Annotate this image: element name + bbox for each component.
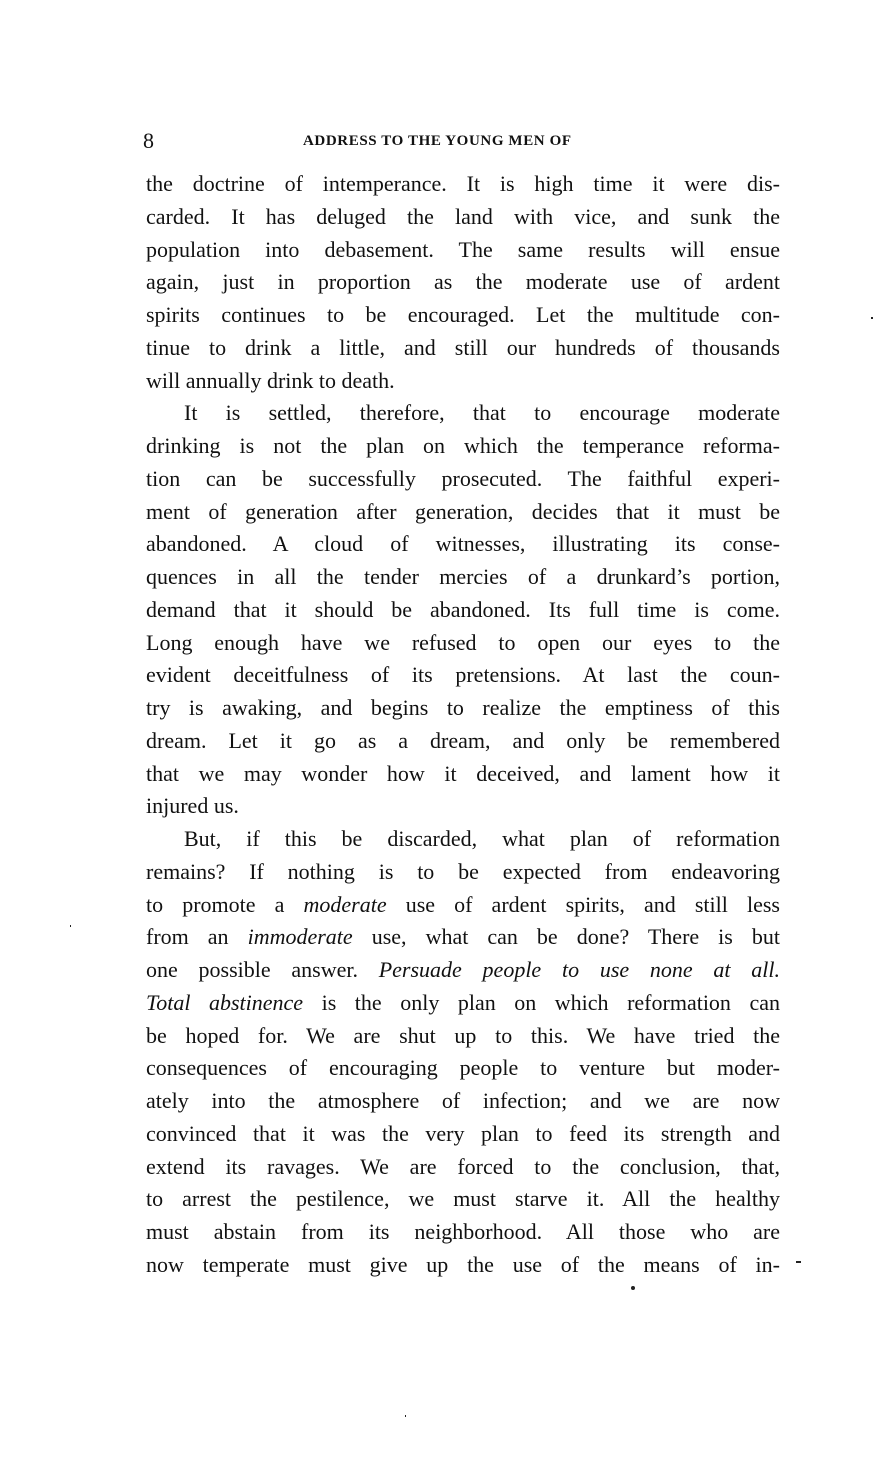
- text-line: to arrest the pestilence, we must starve it. All the healthy: [146, 1186, 780, 1212]
- text-line: Long enough have we refused to open our eyes to the: [146, 629, 780, 655]
- text-line: remains? If nothing is to be expected from endeavoring: [146, 858, 780, 884]
- text-line: [146, 921, 780, 954]
- running-head-title: ADDRESS TO THE YOUNG MEN OF: [303, 133, 572, 149]
- paragraph-start-line: But, if this be discarded, what plan of reformation: [184, 826, 780, 851]
- text-line: carded. It has deluged the land with vice, and sunk the: [146, 203, 780, 229]
- text-line: extend its ravages. We are forced to the conclusion, that,: [146, 1153, 780, 1179]
- body-text: [146, 168, 780, 1282]
- text-run: use of ardent spirits, and still less: [386, 891, 780, 917]
- text-line: demand that it should be abandoned. Its full time is come.: [146, 596, 780, 622]
- scan-speck: [796, 1261, 801, 1263]
- text-line: consequences of encouraging people to venture but moder-: [146, 1055, 780, 1081]
- text-line: ment of generation after generation, decides that it must be: [146, 498, 780, 524]
- italic-emphasis: Persuade people to use none at all.: [378, 957, 780, 982]
- text-line: must abstain from its neighborhood. All those who are: [146, 1219, 780, 1244]
- text-line: tion can be successfully prosecuted. The faithful experi-: [146, 465, 780, 491]
- text-line: abandoned. A cloud of witnesses, illustrating its conse-: [146, 531, 780, 557]
- page-number: 8: [143, 128, 154, 153]
- text-line: [146, 954, 780, 987]
- text-line: [146, 987, 780, 1020]
- text-line: quences in all the tender mercies of a drunkard’s portion,: [146, 564, 780, 589]
- text-line: now temperate must give up the use of the means of in-: [146, 1251, 780, 1277]
- text-line: again, just in proportion as the moderate use of ardent: [146, 269, 780, 295]
- scan-speck: [871, 317, 873, 319]
- text-line: ately into the atmosphere of infection; and we are now: [146, 1088, 780, 1113]
- text-line: try is awaking, and begins to realize the emptiness of this: [146, 695, 780, 720]
- text-run: use, what can be done? There is but: [352, 924, 780, 950]
- text-line: injured us.: [146, 793, 239, 819]
- text-line: [146, 889, 780, 922]
- text-line: be hoped for. We are shut up to this. We have tried the: [146, 1022, 780, 1048]
- text-line: convinced that it was the very plan to feed its strength and: [146, 1120, 780, 1146]
- text-line: spirits continues to be encouraged. Let the multitude con-: [146, 302, 780, 327]
- text-line: evident deceitfulness of its pretensions. At last the coun-: [146, 662, 780, 688]
- scan-speck: [631, 1286, 635, 1290]
- text-line: the doctrine of intemperance. It is high time it were dis-: [146, 171, 780, 196]
- text-run: is the only plan on which reformation can: [303, 989, 780, 1015]
- scan-speck: [405, 1415, 406, 1417]
- italic-emphasis: immoderate: [247, 924, 353, 950]
- text-run: one possible answer.: [146, 957, 379, 982]
- text-run: to promote a: [146, 891, 304, 917]
- text-line: population into debasement. The same results will ensue: [146, 236, 780, 262]
- text-run: from an: [146, 924, 248, 950]
- paragraph-start-line: It is settled, therefore, that to encourage moderate: [184, 400, 780, 426]
- italic-emphasis: moderate: [303, 891, 387, 917]
- text-line: drinking is not the plan on which the temperance reforma-: [146, 433, 780, 458]
- italic-emphasis: Total abstinence: [146, 989, 304, 1015]
- running-head: [143, 128, 779, 154]
- scan-speck: [70, 925, 71, 927]
- text-line: dream. Let it go as a dream, and only be remembered: [146, 727, 780, 753]
- text-line: tinue to drink a little, and still our hundreds of thousands: [146, 334, 780, 360]
- text-line: will annually drink to death.: [146, 367, 395, 393]
- text-line: that we may wonder how it deceived, and lament how it: [146, 760, 780, 786]
